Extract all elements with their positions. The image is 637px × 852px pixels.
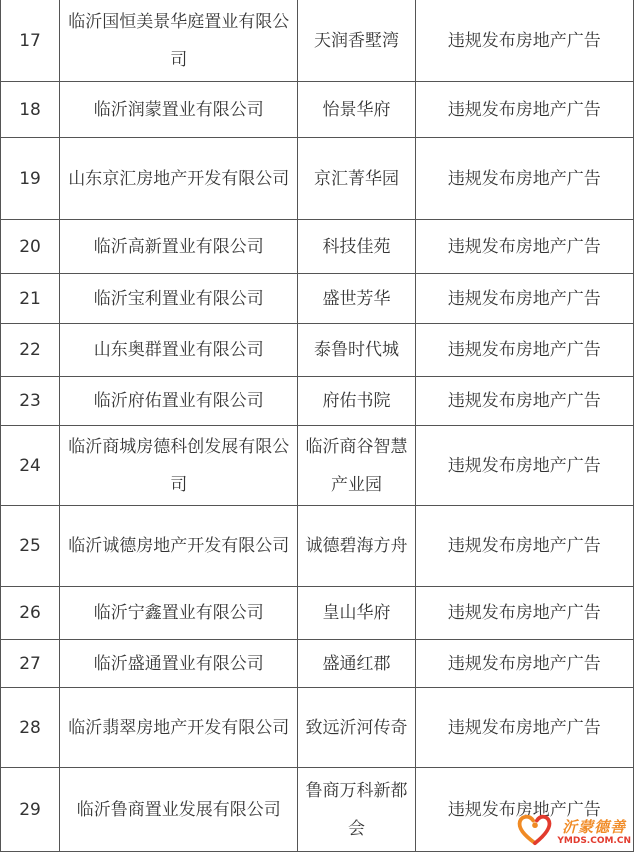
company-name: 临沂鲁商置业发展有限公司 [60,768,298,852]
project-name: 科技佳苑 [298,220,415,274]
company-name: 山东奥群置业有限公司 [60,324,298,377]
row-number: 27 [1,640,60,688]
violation-type: 违规发布房地产广告 [415,82,633,138]
row-number: 20 [1,220,60,274]
table-row [1,138,634,220]
project-name: 皇山华府 [298,587,415,640]
project-name: 盛世芳华 [298,274,415,324]
heart-logo-icon [516,812,554,846]
company-name: 临沂宁鑫置业有限公司 [60,587,298,640]
project-name: 致远沂河传奇 [298,688,415,768]
violation-type: 违规发布房地产广告 [415,324,633,377]
row-number: 21 [1,274,60,324]
project-name: 鲁商万科新都会 [298,768,415,852]
violation-type: 违规发布房地产广告 [415,587,633,640]
watermark-url: YMDS.COM.CN [557,836,631,846]
company-name: 临沂盛通置业有限公司 [60,640,298,688]
violation-type: 违规发布房地产广告 [415,688,633,768]
company-name: 临沂商城房德科创发展有限公司 [60,426,298,506]
violation-type: 违规发布房地产广告 [415,138,633,220]
table-row [1,0,634,82]
project-name: 泰鲁时代城 [298,324,415,377]
company-name: 临沂宝利置业有限公司 [60,274,298,324]
row-number: 26 [1,587,60,640]
project-name: 盛通红郡 [298,640,415,688]
table-row [1,274,634,324]
row-number: 25 [1,506,60,587]
table-row [1,587,634,640]
table-row [1,324,634,377]
company-name: 临沂高新置业有限公司 [60,220,298,274]
row-number: 22 [1,324,60,377]
project-name: 怡景华府 [298,82,415,138]
company-name: 临沂翡翠房地产开发有限公司 [60,688,298,768]
watermark-logo [516,812,631,846]
violation-type: 违规发布房地产广告 [415,377,633,426]
company-name: 临沂诚德房地产开发有限公司 [60,506,298,587]
row-number: 17 [1,0,60,82]
row-number: 28 [1,688,60,768]
row-number: 18 [1,82,60,138]
table-row [1,377,634,426]
watermark-name: 沂蒙德善 [562,818,627,836]
table-row [1,506,634,587]
company-name: 临沂府佑置业有限公司 [60,377,298,426]
violation-type: 违规发布房地产广告 [415,0,633,82]
company-name: 临沂国恒美景华庭置业有限公司 [60,0,298,82]
company-name: 山东京汇房地产开发有限公司 [60,138,298,220]
violation-type: 违规发布房地产广告 [415,220,633,274]
row-number: 19 [1,138,60,220]
project-name: 府佑书院 [298,377,415,426]
company-name: 临沂润蒙置业有限公司 [60,82,298,138]
table-row [1,426,634,506]
project-name: 诚德碧海方舟 [298,506,415,587]
table-row [1,688,634,768]
violation-type: 违规发布房地产广告 [415,768,633,852]
project-name: 临沂商谷智慧产业园 [298,426,415,506]
violation-type: 违规发布房地产广告 [415,506,633,587]
table-row [1,640,634,688]
row-number: 23 [1,377,60,426]
violation-type: 违规发布房地产广告 [415,426,633,506]
table-row [1,220,634,274]
table-row [1,82,634,138]
violation-type: 违规发布房地产广告 [415,640,633,688]
violation-type: 违规发布房地产广告 [415,274,633,324]
project-name: 天润香墅湾 [298,0,415,82]
project-name: 京汇菁华园 [298,138,415,220]
row-number: 24 [1,426,60,506]
row-number: 29 [1,768,60,852]
